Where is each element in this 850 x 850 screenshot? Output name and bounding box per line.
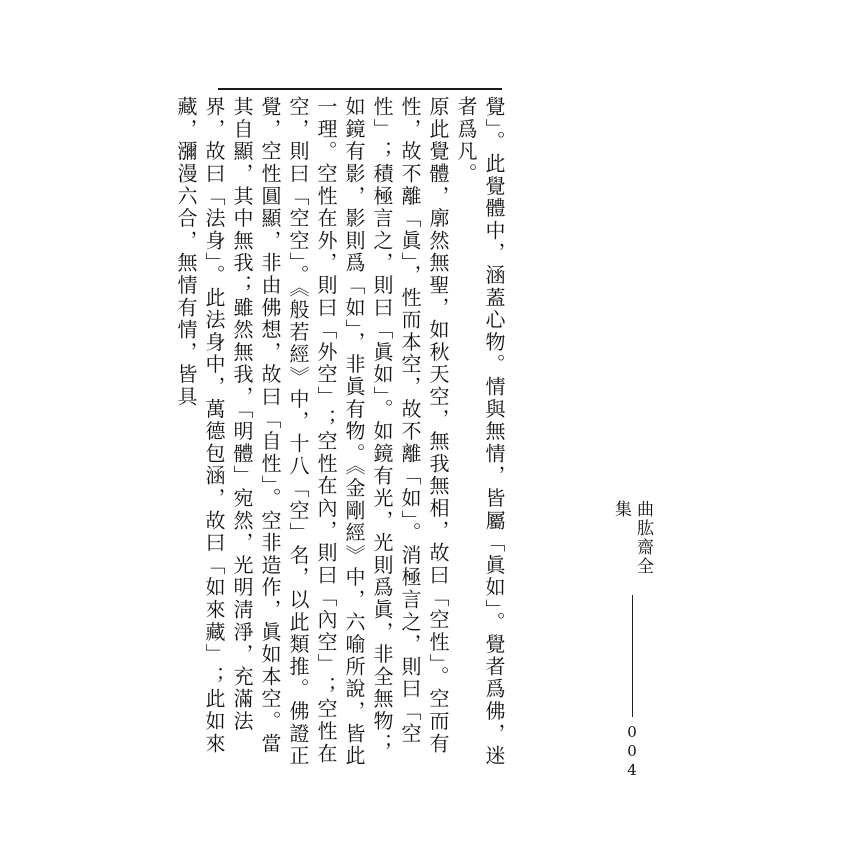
book-title: 曲肱齋全集 xyxy=(611,500,653,576)
header-rule xyxy=(218,88,502,90)
header-dash-line xyxy=(632,595,633,717)
page-number: 004 xyxy=(623,723,641,780)
paragraph: 原此覺體，廓然無聖，如秋天空，無我無相，故曰「空性」。空而有性，故不離「眞」，性而本空，故不離「如」。消極言之，則曰「空性」；積極言之，則曰「眞如」。如鏡有光，光則爲眞，非全無物；如鏡有影，影則爲「如」，非眞有物。《金剛經》中，六喻所說，皆此一理。空性在外，則曰「外空」；空性在內，則曰「內空」；空性在空，則曰「空空」。《般若經》中，十八「空」名，以此類推。佛證正覺，空性圓顯，非由佛想，故曰「自性」。空非造作，眞如本空。當其自顯，其中無我；雖然無我，「明體」宛然，光明淸淨，充滿法界，故曰「法身」。此法身中，萬德包涵，故曰「如來藏」；此如來藏，瀰漫六合，無情有情，皆具 xyxy=(174,96,450,768)
paragraph-continuation: 覺」。此覺體中，涵蓋心物。情與無情，皆屬「眞如」。覺者爲佛，迷者爲凡。 xyxy=(454,96,506,768)
running-header xyxy=(610,500,654,780)
body-text-column xyxy=(174,96,508,776)
